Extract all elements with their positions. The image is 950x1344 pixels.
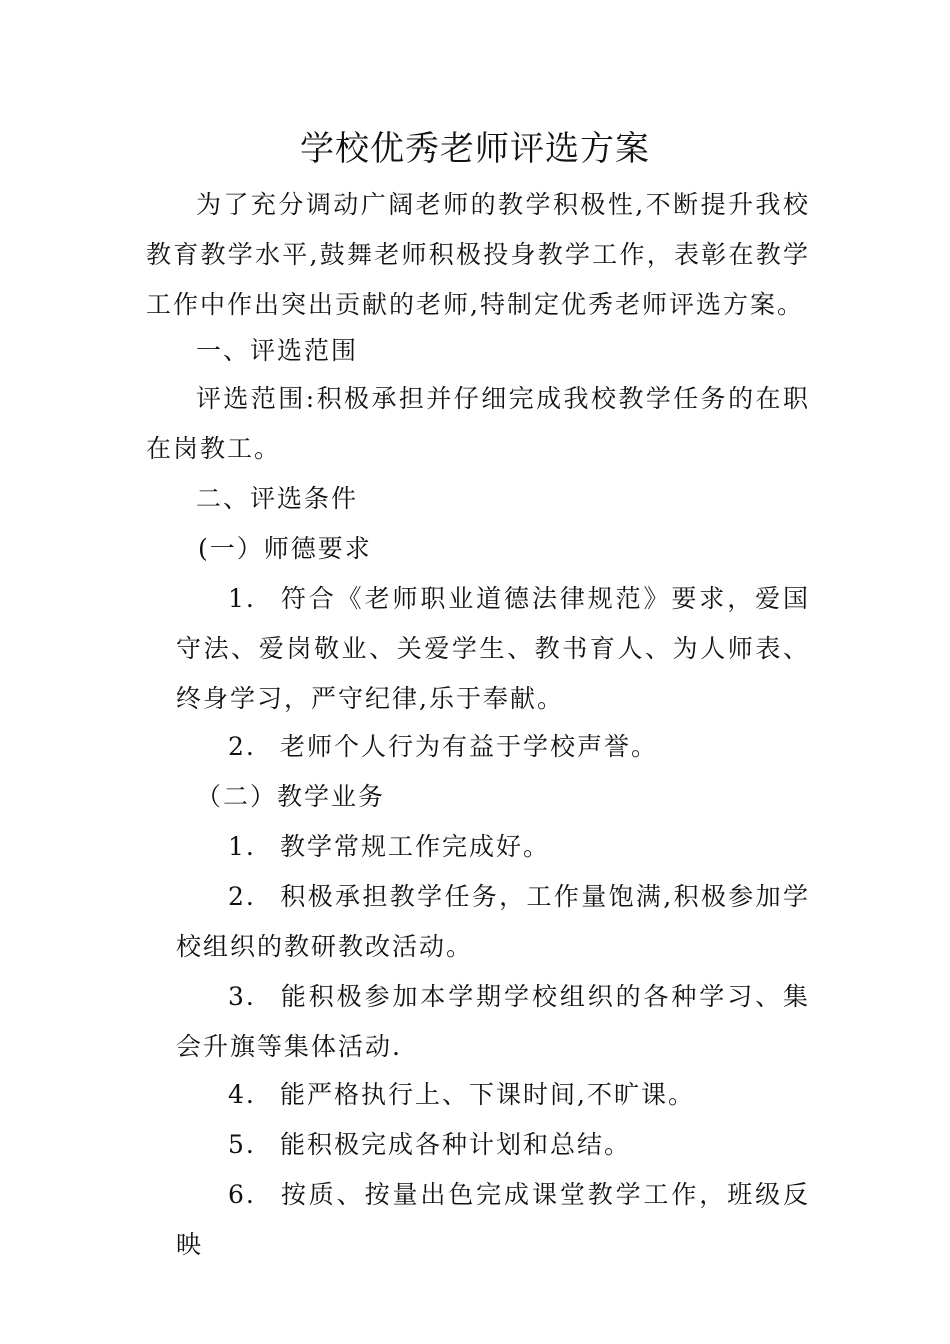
scope-paragraph: 评选范围:积极承担并仔细完成我校教学任务的在职在岗教工。 bbox=[146, 384, 810, 463]
list-item-text: 能积极参加本学期学校组织的各种学习、集会升旗等集体活动. bbox=[176, 982, 810, 1061]
list-item-text: 按质、按量出色完成课堂教学工作，班级反映 bbox=[176, 1180, 810, 1259]
list-item-number: 6. bbox=[228, 1180, 256, 1209]
list-item-text: 教学常规工作完成好。 bbox=[280, 832, 551, 861]
list-item-number: 3. bbox=[228, 982, 256, 1011]
list-item-number: 1. bbox=[228, 832, 256, 861]
list-item-number: 5. bbox=[228, 1130, 256, 1159]
list-item bbox=[176, 872, 810, 972]
list-item-text: 老师个人行为有益于学校声誉。 bbox=[280, 732, 659, 761]
document-title: 学校优秀老师评选方案 bbox=[300, 129, 650, 169]
list-item bbox=[176, 822, 810, 872]
list-item-text: 能严格执行上、下课时间,不旷课。 bbox=[280, 1080, 695, 1109]
list-item bbox=[176, 574, 810, 724]
list-item bbox=[176, 1070, 810, 1120]
list-item-number: 2. bbox=[228, 882, 256, 911]
list-item-number: 4. bbox=[228, 1080, 256, 1109]
list-item bbox=[176, 722, 810, 772]
list-item-number: 2. bbox=[228, 732, 256, 761]
list-item bbox=[176, 1170, 810, 1270]
list-item-number: 1. bbox=[228, 584, 256, 613]
list-item-text: 符合《老师职业道德法律规范》要求，爱国守法、爱岗敬业、关爱学生、教书育人、为人师表、终身学习，严守纪律,乐于奉献。 bbox=[176, 584, 810, 713]
subsection-heading-teaching: （二）教学业务 bbox=[196, 782, 386, 811]
subsection-heading-ethics: (一）师德要求 bbox=[198, 534, 372, 563]
section-heading-scope: 一、评选范围 bbox=[196, 336, 359, 365]
list-item bbox=[176, 972, 810, 1072]
list-item-text: 能积极完成各种计划和总结。 bbox=[280, 1130, 632, 1159]
list-item bbox=[176, 1120, 810, 1170]
list-item-text: 积极承担教学任务，工作量饱满,积极参加学校组织的教研教改活动。 bbox=[176, 882, 810, 961]
section-heading-conditions: 二、评选条件 bbox=[196, 484, 359, 513]
intro-paragraph: 为了充分调动广阔老师的教学积极性,不断提升我校教育教学水平,鼓舞老师积极投身教学工作，表彰在教学工作中作出突出贡献的老师,特制定优秀老师评选方案。 bbox=[146, 190, 810, 319]
